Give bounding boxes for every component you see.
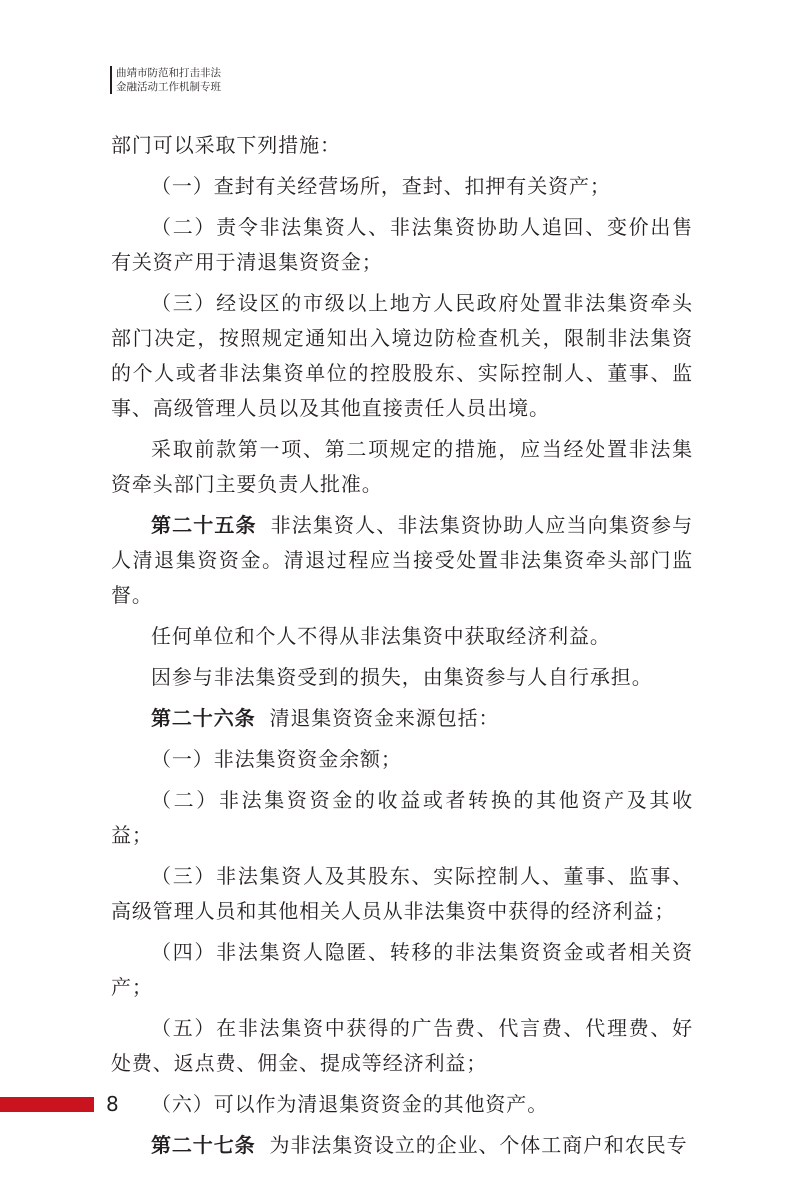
paragraph [111,859,693,929]
header-line-1: 曲靖市防范和打击非法 [116,67,221,79]
article-number: 第二十五条 [151,513,257,537]
paragraph-text: 采取前款第一项、第二项规定的措施，应当经处置非法集资牵头部门主要负责人批准。 [111,437,693,496]
paragraph-text: （一）查封有关经营场所，查封、扣押有关资产； [151,174,611,198]
running-header [110,66,221,94]
paragraph [111,1011,693,1081]
paragraph [111,432,693,502]
paragraph-text: （六）可以作为清退集资资金的其他资产。 [151,1092,549,1116]
article-number: 第二十七条 [151,1133,256,1157]
paragraph-text: （四）非法集资人隐匿、转移的非法集资资金或者相关资产； [111,940,693,999]
paragraph-text: （三）非法集资人及其股东、实际控制人、董事、监事、高级管理人员和其他相关人员从非法集资中获得的经济利益； [111,864,693,923]
article-paragraph [111,1128,693,1163]
article-number: 第二十六条 [151,706,256,730]
article-paragraph [111,701,693,736]
paragraph-text: 部门可以采取下列措施： [111,133,341,157]
paragraph [111,169,693,204]
paragraph-text: （一）非法集资资金余额； [151,747,402,771]
paragraph [111,742,693,777]
paragraph [111,210,693,280]
footer-accent-bar [0,1097,94,1112]
header-line-2: 金融活动工作机制专班 [116,81,221,93]
paragraph [111,783,693,853]
paragraph-text: 非法集资人、非法集资协助人应当向集资参与人清退集资资金。清退过程应当接受处置非法集资牵头部门监督。 [111,513,694,607]
paragraph [111,1087,693,1122]
paragraph-text: （三）经设区的市级以上地方人民政府处置非法集资牵头部门决定，按照规定通知出入境边防检查机关，限制非法集资的个人或者非法集资单位的控股股东、实际控制人、董事、监事、高级管理人员以及其他直接责任人员出境。 [111,291,693,420]
paragraph-text: 任何单位和个人不得从非法集资中获取经济利益。 [151,624,611,648]
paragraph [111,619,693,654]
paragraph [111,935,693,1005]
paragraph [111,128,693,163]
paragraph-text: （五）在非法集资中获得的广告费、代言费、代理费、好处费、返点费、佣金、提成等经济利益； [111,1016,693,1075]
paragraph-text: 清退集资资金来源包括： [269,706,500,730]
paragraph-text: 因参与非法集资受到的损失，由集资参与人自行承担。 [151,665,653,689]
article-paragraph [111,508,693,613]
paragraph [111,286,693,426]
paragraph-text: （二）非法集资资金的收益或者转换的其他资产及其收益； [111,788,693,847]
page-number: 8 [106,1092,119,1116]
paragraph [111,660,693,695]
paragraph-text: 为非法集资设立的企业、个体工商户和农民专 [269,1133,688,1157]
paragraph-text: （二）责令非法集资人、非法集资协助人追回、变价出售有关资产用于清退集资资金； [111,215,693,274]
body-text [111,128,693,1169]
